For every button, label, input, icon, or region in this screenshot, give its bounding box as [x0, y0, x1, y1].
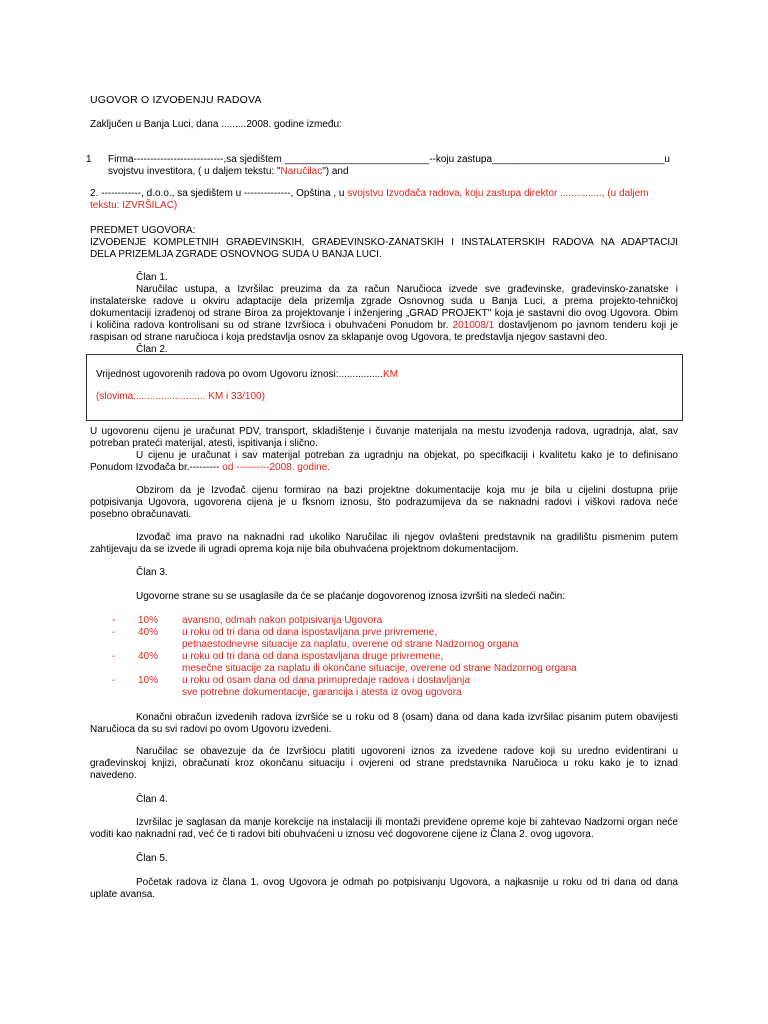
subject-line1: IZVOĐENJE KOMPLETNIH GRAĐEVINSKIH, GRAĐEVINSKO-ZANATSKIH I INSTALATERSKIH RADOVA NA ADAPTACIJI	[90, 237, 678, 248]
clan1-heading: Član 1.	[136, 272, 168, 283]
offer-date: od ----------2008. godine.	[222, 462, 331, 473]
party1-line2: svojstvu investitora, ( u daljem tekstu: "Naručilac") and	[108, 166, 349, 177]
concluded-line: Zaključen u Banja Luci, dana .........2008. godine između:	[90, 119, 342, 130]
clan3-p1-line1: Konačni obračun izvedenih radova izvršiće se u roku od 8 (osam) dana od dana kada izvršilac pisanim putem obavijesti	[136, 712, 678, 723]
contract-value-box	[86, 354, 683, 421]
clan1-line4: i količina radova kontrolisani su od strane Izvršioca i obuhvaćeni Ponudom br. 201008/1 dostavljenom po javnom tenderu koji je	[90, 320, 679, 331]
clan1-line3: dokumentaciji izrađenoj od strane Biroa za projektovanje i inženjering „GRAD PROJEKT" koja je sastavni dio ovog Ugovora. Obim	[90, 308, 678, 319]
subject-heading: PREDMET UGOVORA:	[90, 225, 196, 236]
clan2-p1-line2: potreban prateći materijal, atesti, ispitivanja i slično.	[90, 438, 318, 449]
clan3-p2-line1: Naručilac se obavezuje da će Izvršiocu platiti ugovoreni iznos za izvedene radove koji su uredno evidentirani u	[136, 746, 678, 757]
subject-line2: DELA PRIZEMLJA ZGRADE OSNOVNOG SUDA U BANJA LUCI.	[90, 249, 382, 260]
offer-number: 201008/1	[452, 320, 495, 331]
clan4-line1: Izvršilac je saglasan da manje korekcije na instalaciji ili montaži previđene opreme koje bi zahtevao Nadzorni organ neće	[136, 817, 678, 828]
clan2-heading: Član 2.	[136, 344, 168, 355]
clan2-p1-line1: U ugovorenu cijenu je uračunat PDV, transport, skladištenje i čuvanje materijala na mestu izvođenja radova, ugradnja, alat, sav	[90, 426, 678, 437]
party2-line1: 2. ------------, d.o.o., sa sjedištem u --------------, Opština , u svojstvu Izvođača radova, koju zastupa direktor ..............., (u daljem	[90, 188, 649, 199]
clan5-line1: Početak radova iz člana 1. ovog Ugovora je odmah po potpisivanju Ugovora, a najkasnije u roku od tri dana od dana	[136, 877, 678, 888]
clan1-line5: raspisan od strane naručioca i koja predstavlja osnov za sklapanje ovog Ugovora, te predstavlja njegov sastavni deo.	[90, 332, 608, 343]
clan2-p4-line2: zahtijevaju da se izvede ili ugradi oprema koja nije bila obuhvaćena projektnom dokumentacijom.	[90, 544, 519, 555]
party2-role: svojstvu Izvođača radova, koju zastupa direktor ..............., (u daljem	[347, 188, 649, 199]
clan3-intro: Ugovorne strane su se usaglasile da će se plaćanje dogovorenog iznosa izvršiti na sledeći način:	[136, 591, 566, 602]
clan2-p3-line3: posebno obračunavati.	[90, 509, 192, 520]
doc-title: UGOVOR O IZVOĐENJU RADOVA	[90, 94, 262, 106]
clan4-heading: Član 4.	[136, 794, 168, 805]
value-in-words: (slovima:......................... KM i 33/100)	[96, 391, 265, 402]
clan1-line2: instalaterske radove u okviru adaptacije dela prizemlja zgrade Osnovnog suda u Banja Luci, a prema projekto-tehničkoj	[90, 296, 678, 307]
value-line: Vrijednost ugovorenih radova po ovom Ugovoru iznosi:................KM	[96, 369, 398, 380]
clan2-p4-line1: Izvođač ima pravo na naknadni rad ukoliko Naručilac ili njegov ovlašteni predstavnik na gradilištu pismenim putem	[136, 532, 678, 543]
clan1-line1: Naručilac ustupa, a Izvršilac preuzima da za račun Naručioca izvede sve građevinske, građevinsko-zanatske i	[136, 284, 678, 295]
clan3-heading: Član 3.	[136, 567, 168, 578]
clan2-p3-line2: potpisivanja Ugovora, ugovorena cijena je u fksnom iznosu, što podrazumijeva da se naknadni radovi i viškovi radova neće	[90, 497, 678, 508]
currency-km: KM	[383, 369, 398, 380]
clan5-heading: Član 5.	[136, 853, 168, 864]
party1-number: 1	[86, 154, 92, 165]
clan2-p3-line1: Obzirom da je Izvođač cijenu formirao na bazi projektne dokumentacije koja mu je bila u cijelini dostupna prije	[136, 485, 678, 496]
clan3-p1-line2: Naručioca da su svi radovi po ovom Ugovoru izvedeni.	[90, 724, 332, 735]
party2-line2: tekstu: IZVRŠILAC)	[90, 200, 178, 211]
clan2-p2-line2: Ponudom Izvođača br.--------- od ----------2008. godine.	[90, 462, 331, 473]
clan3-p2-line2: građevinskoj knjizi, obračunati kroz okončanu situaciju i ovjereni od strane predstavnika Naručioca u roku kako je to iznad	[90, 758, 678, 769]
clan4-line2: voditi kao naknadni rad, već će ti radovi biti obuhvaćeni u iznosu već dogovorene cijene iz Člana 2. ovog ugovora.	[90, 829, 594, 840]
contract-page: UGOVOR O IZVOĐENJU RADOVA Zaključen u Banja Luci, dana .........2008. godine između: 1 Firma---------------------------,sa sjedištem __________________________--koju zastupa_______________________________u svojstvu investitora, ( u daljem tekstu: "Naručilac") and 2. ------------, d.o.o., sa sjedištem u --------------, Opština , u svojstvu Izvođača radova, koju zastupa direktor ..............., (u daljem tekstu: IZVRŠILAC) PREDMET UGOVORA: IZVOĐENJE KOMPLETNIH GRAĐEVINSKIH, GRAĐEVINSKO-ZANATSKIH I INSTALATERSKIH RADOVA NA ADAPTACIJI DELA PRIZEMLJA ZGRADE OSNOVNOG SUDA U BANJA LUCI. Član 1. Naručilac ustupa, a Izvršilac preuzima da za račun Naručioca izvede sve građevinske, građevinsko-zanatske i instalaterske radove u okviru adaptacije dela prizemlja zgrade Osnovnog suda u Banja Luci, a prema projekto-tehničkoj dokumentaciji izrađenoj od strane Biroa za projektovanje i inženjering „GRAD PROJEKT" koja je sastavni dio ovog Ugovora. Obim i količina radova kontrolisani su od strane Izvršioca i obuhvaćeni Ponudom br. 201008/1 dostavljenom po javnom tenderu koji je raspisan od strane naručioca i koja predstavlja osnov za sklapanje ovog Ugovora, te predstavlja njegov sastavni deo. Član 2. Vrijednost ugovorenih radova po ovom Ugovoru iznosi:................KM (slovima:......................... KM i 33/100) U ugovorenu cijenu je uračunat PDV, transport, skladištenje i čuvanje materijala na mestu izvođenja radova, ugradnja, alat, sav potreban prateći materijal, atesti, ispitivanja i slično. U cijenu je uračunat i sav materijal potreban za ugradnju na objekat, po specifkaciji i kvalitetu kako je to definisano Ponudom Izvođača br.--------- od ----------2008. godine. Obzirom da je Izvođač cijenu formirao na bazi projektne dokumentacije koja mu je bila u cijelini dostupna prije potpisivanja Ugovora, ugovorena cijena je u fksnom iznosu, što podrazumijeva da se naknadni radovi i viškovi radova neće posebno obračunavati. Izvođač ima pravo na naknadni rad ukoliko Naručilac ili njegov ovlašteni predstavnik na gradilištu pismenim putem zahtijevaju da se izvede ili ugradi oprema koja nije bila obuhvaćena projektnom dokumentacijom. Član 3. Ugovorne strane su se usaglasile da će se plaćanje dogovorenog iznosa izvršiti na sledeći način: - 10% avansno, odmah nakon potpisivanja Ugovora - 40% u roku od tri dana od dana ispostavljana prve privremene, petnaestodnevne situacije za naplatu, overene od strane Nadzornog organa - 40% u roku od tri dana od dana ispostavljana druge privremene, mesečne situacije za naplatu ili okončane situacije, overene od strane Nadzornog organa - 10% u roku od osam dana od dana primopredaje radova i dostavljanja sve potrebne dokumentacije, garancija i atesta iz ovog ugovora Konačni obračun izvedenih radova izvršiće se u roku od 8 (osam) dana od dana kada izvršilac pisanim putem obavijesti Naručioca da su svi radovi po ovom Ugovoru izvedeni. Naručilac se obavezuje da će Izvršiocu platiti ugovoreni iznos za izvedene radove koji su uredno evidentirani u građevinskoj knjizi, obračunati kroz okončanu situaciju i ovjereni od strane predstavnika Naručioca u roku kako je to iznad navedeno. Član 4. Izvršilac je saglasan da manje korekcije na instalaciji ili montaži previđene opreme koje bi zahtevao Nadzorni organ neće voditi kao naknadni rad, već će ti radovi biti obuhvaćeni u iznosu već dogovorene cijene iz Člana 2. ovog ugovora. Član 5. Početak radova iz člana 1. ovog Ugovora je odmah po potpisivanju Ugovora, a najkasnije u roku od tri dana od dana uplate avansa.	[0, 0, 768, 1024]
clan2-p2-line1: U cijenu je uračunat i sav materijal potreban za ugradnju na objekat, po specifkaciji i kvalitetu kako je to definisano	[136, 450, 678, 461]
naruccilac-term: Naručilac	[280, 166, 323, 177]
party1-line1: Firma---------------------------,sa sjedištem __________________________--koju zastupa_______________________________u	[108, 154, 670, 165]
clan3-p2-line3: navedeno.	[90, 770, 137, 781]
clan5-line2: uplate avansa.	[90, 889, 156, 900]
